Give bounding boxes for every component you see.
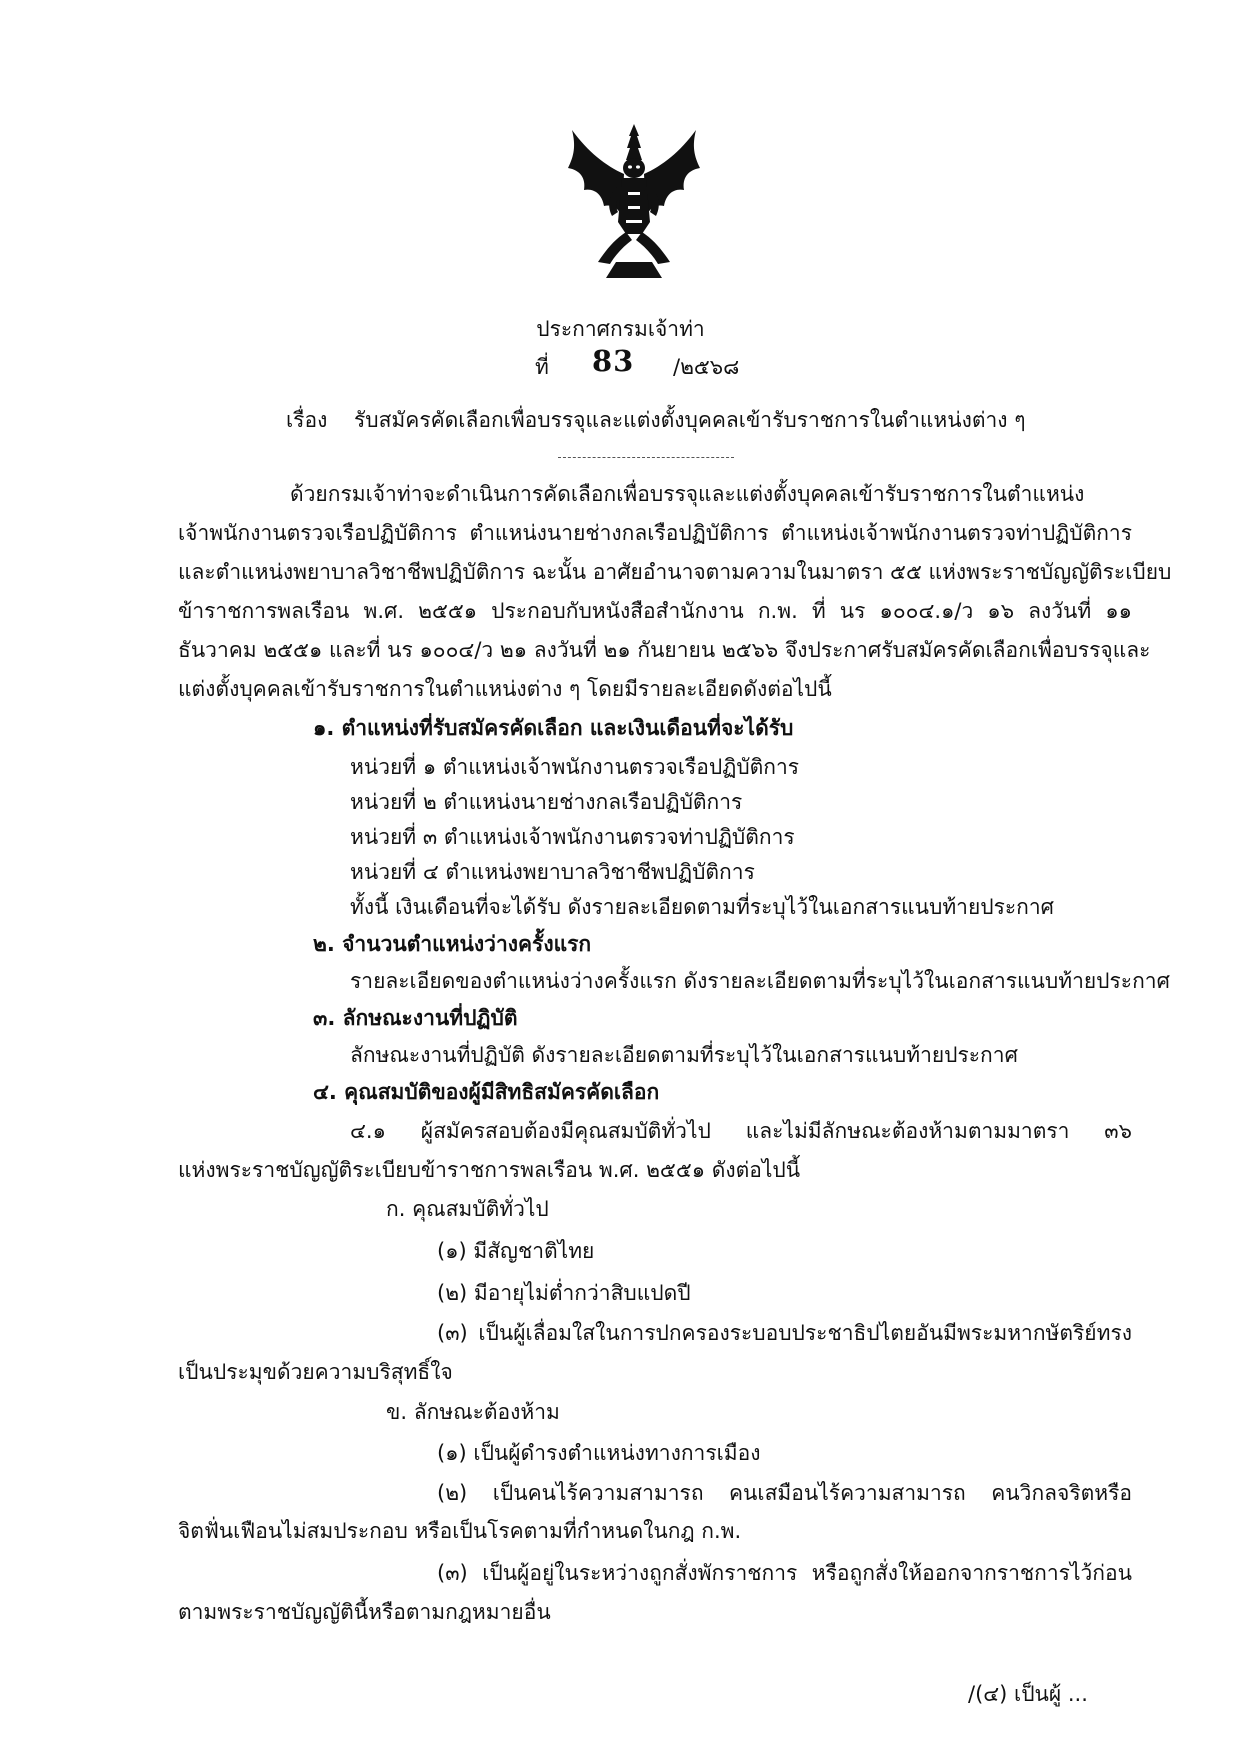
general-qualification-3-line-1: (๓) เป็นผู้เลื่อมใสในการปกครองระบอบประชาธิปไตยอันมีพระมหากษัตริย์ทรง	[437, 1321, 1132, 1345]
section-3-body: ลักษณะงานที่ปฏิบัติ ดังรายละเอียดตามที่ระบุไว้ในเอกสารแนบท้ายประกาศ	[350, 1043, 1018, 1067]
general-qualification-1: (๑) มีสัญชาติไทย	[437, 1239, 595, 1263]
unit-3: หน่วยที่ ๓ ตำแหน่งเจ้าพนักงานตรวจท่าปฏิบัติการ	[350, 825, 795, 849]
announcement-agency: ประกาศกรมเจ้าท่า	[536, 317, 705, 341]
continuation-note: /(๔) เป็นผู้ ...	[968, 1682, 1088, 1706]
unit-2: หน่วยที่ ๒ ตำแหน่งนายช่างกลเรือปฏิบัติการ	[350, 790, 743, 814]
subject-text: รับสมัครคัดเลือกเพื่อบรรจุและแต่งตั้งบุคคลเข้ารับราชการในตำแหน่งต่าง ๆ	[354, 408, 1026, 432]
subject-label: เรื่อง	[286, 408, 328, 432]
intro-line-5: ธันวาคม ๒๕๕๑ และที่ นร ๑๐๐๔/ว ๒๑ ลงวันที่ ๒๑ กันยายน ๒๕๖๖ จึงประกาศรับสมัครคัดเลือกเพื่อบรรจุและ	[178, 638, 1151, 662]
document-number-label: ที่	[535, 355, 549, 379]
document-number-value: 83	[592, 344, 635, 378]
prohibited-2-line-1: (๒) เป็นคนไร้ความสามารถ คนเสมือนไร้ความสามารถ คนวิกลจริตหรือ	[437, 1481, 1132, 1505]
prohibited-2-line-2: จิตฟั่นเฟือนไม่สมประกอบ หรือเป็นโรคตามที่กำหนดในกฎ ก.พ.	[178, 1519, 742, 1543]
intro-line-1: ด้วยกรมเจ้าท่าจะดำเนินการคัดเลือกเพื่อบรรจุและแต่งตั้งบุคคลเข้ารับราชการในตำแหน่ง	[290, 482, 1085, 506]
salary-note: ทั้งนี้ เงินเดือนที่จะได้รับ ดังรายละเอียดตามที่ระบุไว้ในเอกสารแนบท้ายประกาศ	[350, 895, 1055, 919]
intro-line-3: และตำแหน่งพยาบาลวิชาชีพปฏิบัติการ ฉะนั้น อาศัยอำนาจตามความในมาตรา ๕๕ แห่งพระราชบัญญัติระเบียบ	[178, 560, 1172, 584]
intro-line-2: เจ้าพนักงานตรวจเรือปฏิบัติการ ตำแหน่งนายช่างกลเรือปฏิบัติการ ตำแหน่งเจ้าพนักงานตรวจท่าปฏิบัติการ	[178, 521, 1132, 545]
intro-line-4: ข้าราชการพลเรือน พ.ศ. ๒๕๕๑ ประกอบกับหนังสือสำนักงาน ก.พ. ที่ นร ๑๐๐๔.๑/ว ๑๖ ลงวันที่ ๑๑	[178, 599, 1132, 623]
intro-line-6: แต่งตั้งบุคคลเข้ารับราชการในตำแหน่งต่าง ๆ โดยมีรายละเอียดดังต่อไปนี้	[178, 677, 832, 701]
prohibited-3-line-1: (๓) เป็นผู้อยู่ในระหว่างถูกสั่งพักราชการ หรือถูกสั่งให้ออกจากราชการไว้ก่อน	[437, 1561, 1132, 1585]
section-4-1-line-1: ๔.๑ ผู้สมัครสอบต้องมีคุณสมบัติทั่วไป และไม่มีลักษณะต้องห้ามตามมาตรา ๓๖	[350, 1119, 1132, 1143]
section-2-heading: ๒. จำนวนตำแหน่งว่างครั้งแรก	[313, 932, 592, 956]
section-2-body: รายละเอียดของตำแหน่งว่างครั้งแรก ดังรายละเอียดตามที่ระบุไว้ในเอกสารแนบท้ายประกาศ	[350, 969, 1170, 993]
unit-4: หน่วยที่ ๔ ตำแหน่งพยาบาลวิชาชีพปฏิบัติการ	[350, 860, 755, 884]
section-4-heading: ๔. คุณสมบัติของผู้มีสิทธิสมัครคัดเลือก	[313, 1080, 660, 1104]
prohibited-3-line-2: ตามพระราชบัญญัตินี้หรือตามกฎหมายอื่น	[178, 1600, 551, 1624]
document-year: /๒๕๖๘	[673, 355, 740, 379]
unit-1: หน่วยที่ ๑ ตำแหน่งเจ้าพนักงานตรวจเรือปฏิบัติการ	[350, 755, 800, 779]
prohibited-characteristics-heading: ข. ลักษณะต้องห้าม	[386, 1400, 560, 1424]
document-number	[592, 346, 634, 379]
general-qualification-3-line-2: เป็นประมุขด้วยความบริสุทธิ์ใจ	[178, 1360, 453, 1384]
general-qualifications-heading: ก. คุณสมบัติทั่วไป	[386, 1197, 549, 1221]
prohibited-1: (๑) เป็นผู้ดำรงตำแหน่งทางการเมือง	[437, 1441, 761, 1465]
section-3-heading: ๓. ลักษณะงานที่ปฏิบัติ	[313, 1006, 518, 1030]
garuda-emblem-icon	[566, 122, 702, 280]
section-4-1-line-2: แห่งพระราชบัญญัติระเบียบข้าราชการพลเรือน พ.ศ. ๒๕๕๑ ดังต่อไปนี้	[178, 1158, 801, 1182]
section-1-heading: ๑. ตำแหน่งที่รับสมัครคัดเลือก และเงินเดือนที่จะได้รับ	[313, 716, 794, 740]
divider-line	[558, 457, 734, 458]
general-qualification-2: (๒) มีอายุไม่ต่ำกว่าสิบแปดปี	[437, 1281, 691, 1305]
